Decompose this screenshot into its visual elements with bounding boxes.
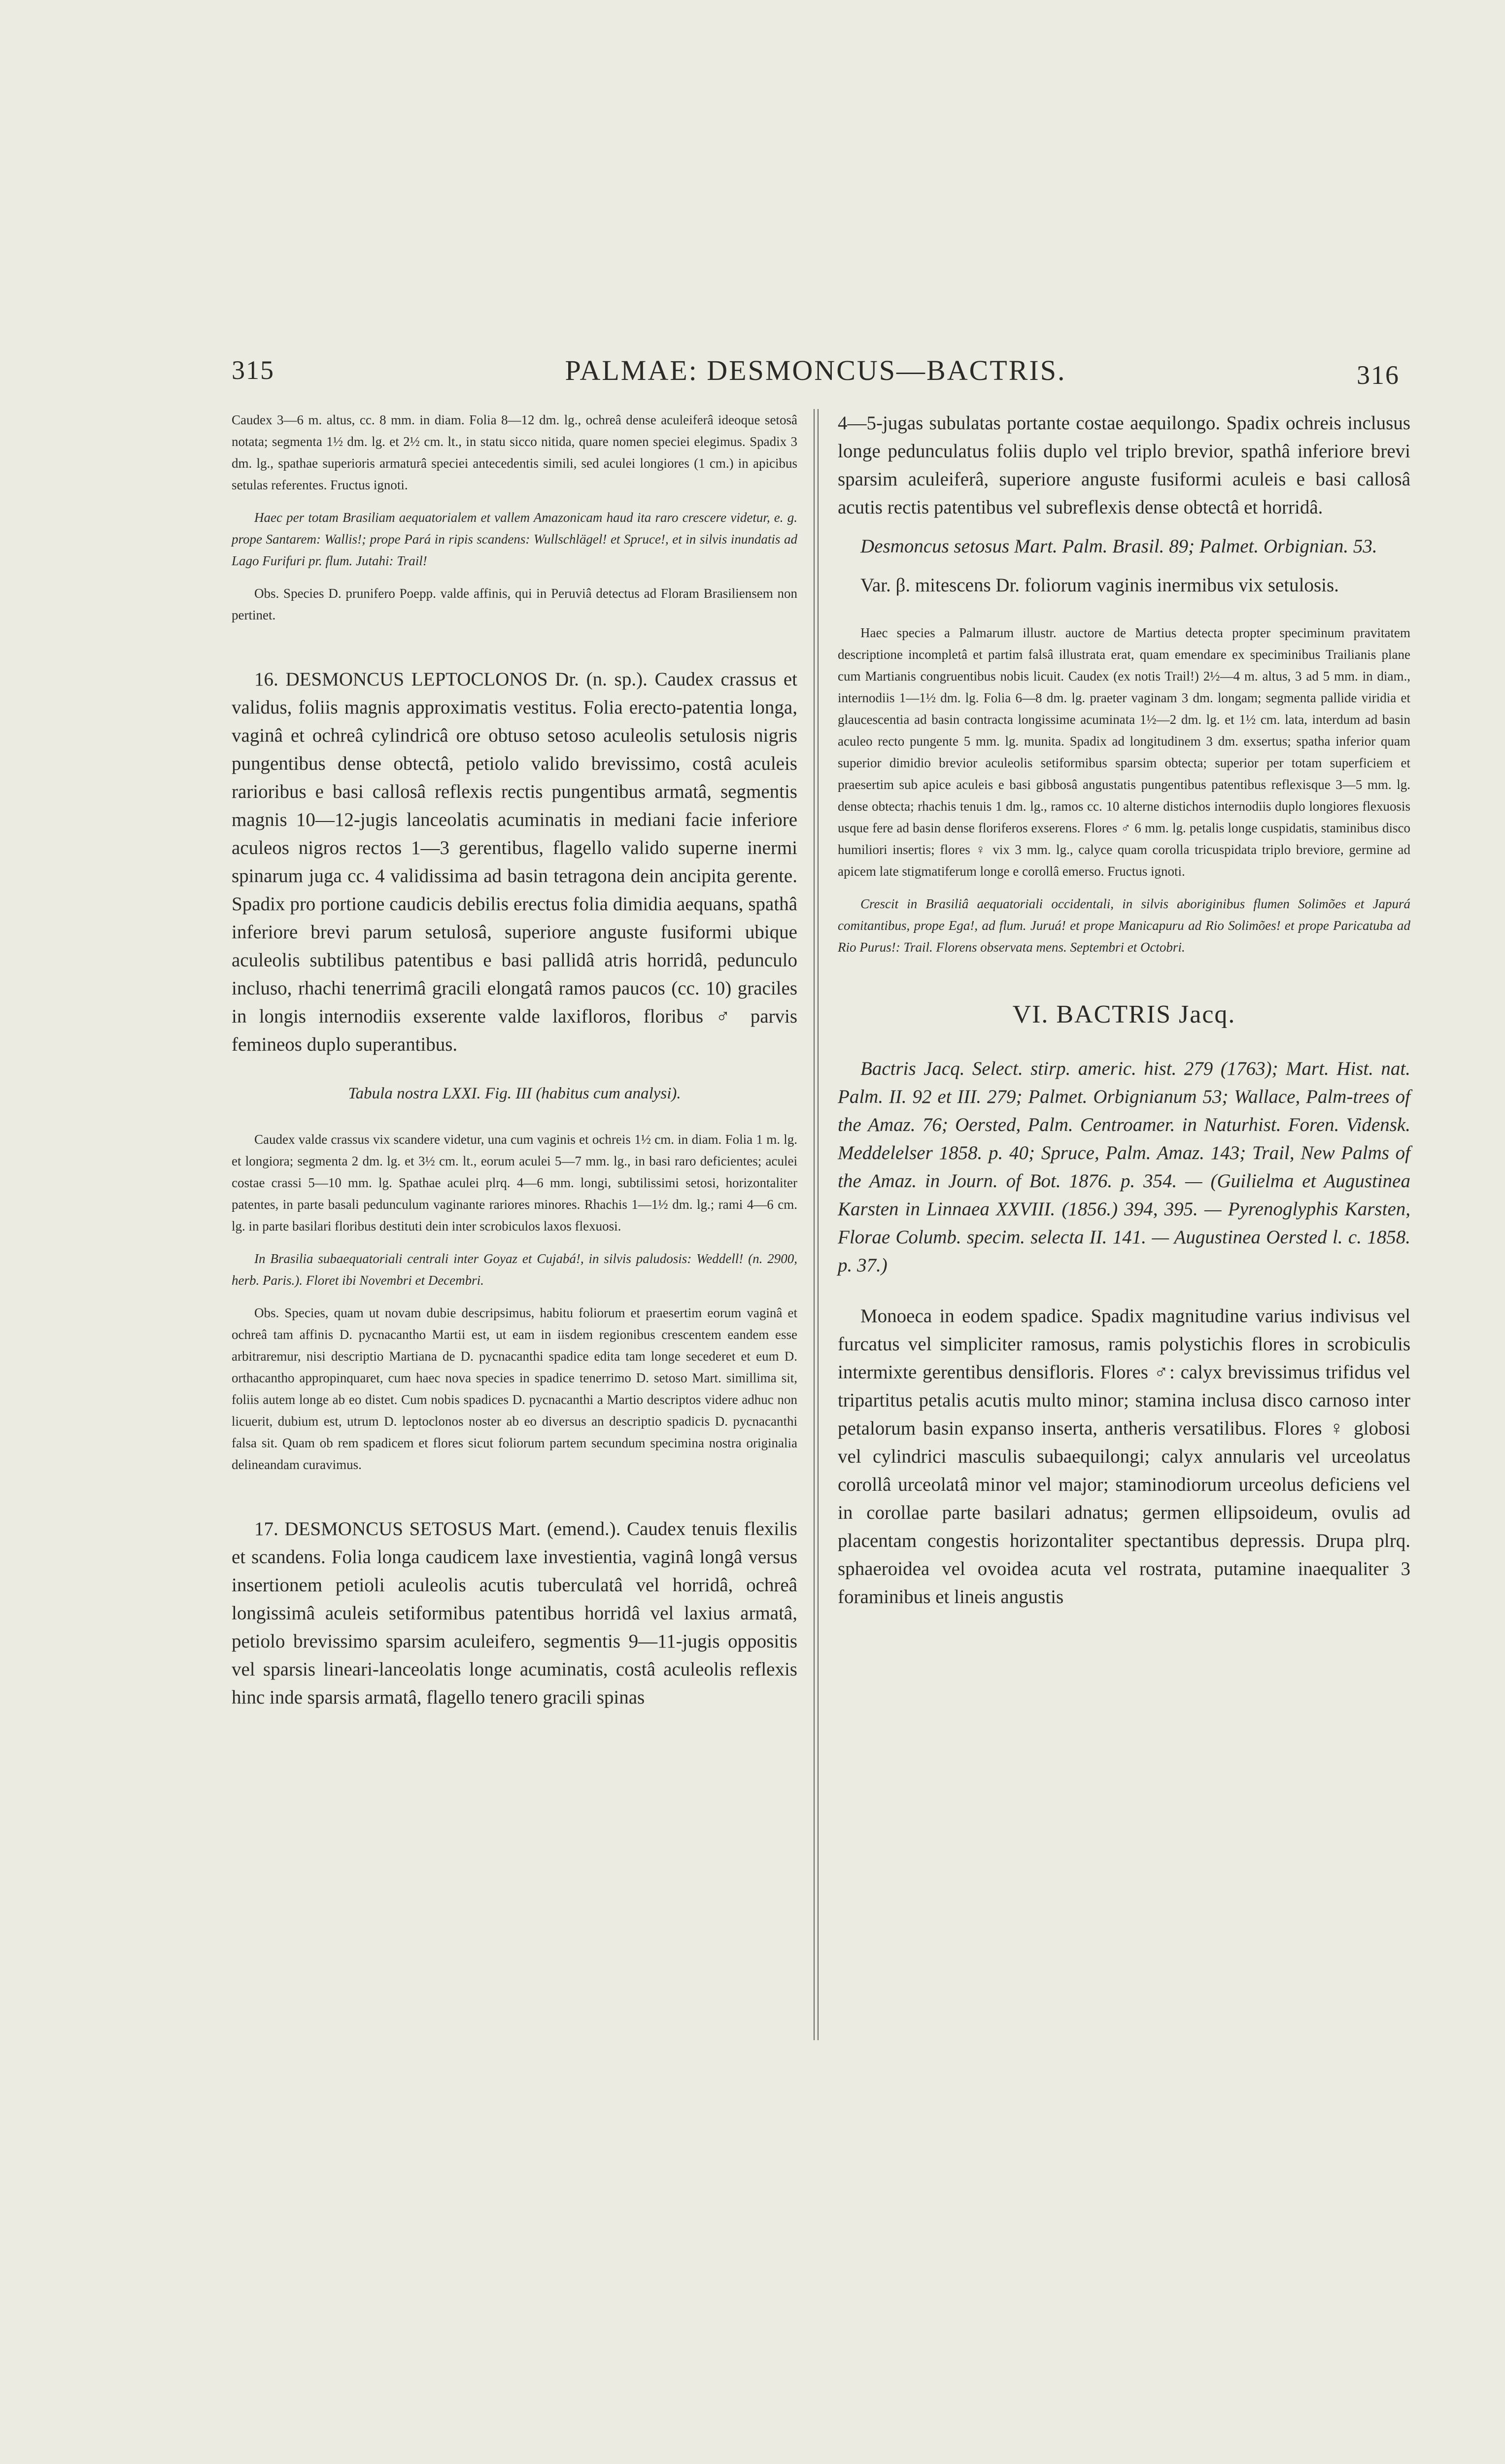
page-number-right: 316 [1357, 360, 1400, 390]
right-column [838, 409, 1410, 1611]
genus-description: Monoeca in eodem spadice. Spadix magnitudine varius indivisus vel furcatus vel simpliciter ramosus, ramis polystichis flores in scrobiculis intermixte gerentibus densifloris. Flores ♂: calyx brevissimus trifidus vel tripartitus petalis acutis multo minor; stamina inclusa disco carnoso inter petalorum basin expanso inserta, antheris versatilibus. Flores ♀ globosi vel cylindrici masculis subaequilongi; calyx annularis vel urceolatus corollâ urceolatâ minor vel major; staminodiorum urceolus deficiens vel in corollae parte basilari adnatus; germen ellipsoideum, ovulis ad placentam congestis horizontaliter spectantibus depressis. Drupa plrq. sphaeroidea vel ovoidea acuta vel rostrata, putamine inaequaliter 3 foraminibus et lineis angustis [838, 1305, 1410, 1608]
species-16-diagnosis: 16. DESMONCUS LEPTOCLONOS Dr. (n. sp.). Caudex crassus et validus, foliis magnis approximatis vestitus. Folia erecto-patentia longa, vaginâ et ochreâ cylindricâ ore obtuso setoso aculeolis setulosis nigris pungentibus dense obtectâ, petiolo valido brevissimo, costâ aculeis rarioribus e basi callosâ reflexis rectis pungentibus armatâ, segmentis magnis 10—12-jugis lanceolatis acuminatis in mediani facie inferiore aculeos nigros rectos 1—3 gerentibus, flagello valido superne inermi spinarum juga cc. 4 validissima ad basin tetragona dein ancipita gerente. Spadix pro portione caudicis debilis erectus folia dimidia aequans, spathâ inferiore brevi parum setulosâ, superiore anguste fusiformi ubique aculeolis subtilibus patentibus e basi pallidâ atris horridâ, pedunculo incluso, rhachi tenerrimâ gracili elongatâ ramos paucos (cc. 10) graciles in longis internodiis exserente valde laxifloros, floribus ♂ parvis femineos duplo superantibus. [232, 669, 797, 1055]
genus-heading: VI. BACTRIS Jacq. [1012, 1000, 1236, 1028]
species-17-diagnosis: 17. DESMONCUS SETOSUS Mart. (emend.). Caudex tenuis flexilis et scandens. Folia longa caudicem laxe investientia, vaginâ longâ versus insertionem petioli aculeolis acutis tuberculatâ vel horridâ, ochreâ longissimâ aculeis setiformibus patentibus horridâ vel laxius armatâ, petiolo brevissimo sparsim aculeifero, segmentis 9—11-jugis oppositis vel sparsis lineari-lanceolatis longe acuminatis, costâ aculeolis reflexis hinc inde sparsis armatâ, flagello tenero gracili spinas [232, 1518, 797, 1708]
species-17-distribution: Crescit in Brasiliâ aequatoriali occidentali, in silvis aboriginibus flumen Solimões et Japurá comitantibus, prope Ega!, ad flum. Juruá! et prope Manicapuru ad Rio Solimões! et prope Paricatuba ad Rio Purus!: Trail. Florens observata mens. Septembri et Octobri. [838, 896, 1410, 955]
species-17-diagnosis-continued: 4—5-jugas subulatas portante costae aequilongo. Spadix ochreis inclusus longe pedunculatus foliis duplo vel triplo brevior, spathâ inferiore brevi sparsim aculeiferâ, superiore anguste fusiformi aculeis e basi callosâ acutis rectis patentibus vel subreflexis dense obtectâ et horridâ. [838, 412, 1410, 518]
species-16-observation: Obs. Species, quam ut novam dubie descripsimus, habitu foliorum et praesertim eorum vaginâ et ochreâ tam affinis D. pycnacantho Martii est, ut eam in iisdem regionibus crescentem eandem esse arbitraremur, nisi descriptio Martiana de D. pycnacanthi spadice edita tam longe secederet et eum D. orthacantho appropinquaret, cum haec nova species in spadice tenerrimo D. setoso Mart. simillima sit, foliis autem longe ab eo distet. Cum nobis spadices D. pycnacanthi a Martio descriptos videre adhuc non licuerit, dubium est, utrum D. leptoclonos noster ab eo diversus an descriptio spadicis D. pycnacanthi falsa sit. Quam ob rem spadicem et flores sicut foliorum partem secundum specimina nostra originalia delineandam curavimus. [232, 1305, 797, 1472]
running-title: PALMAE: DESMONCUS—BACTRIS. [565, 354, 1066, 386]
left-column [232, 409, 797, 1711]
species-16-distribution: In Brasilia subaequatoriali centrali inter Goyaz et Cujabá!, in silvis paludosis: Weddell! (n. 2900, herb. Paris.). Floret ibi Novembri et Decembri. [232, 1251, 797, 1288]
plate-reference: Tabula nostra LXXI. Fig. III (habitus cum analysi). [348, 1085, 681, 1102]
species-17-synonymy: Desmoncus setosus Mart. Palm. Brasil. 89; Palmet. Orbignian. 53. [860, 536, 1377, 557]
species-17-variety: Var. β. mitescens Dr. foliorum vaginis inermibus vix setulosis. [860, 575, 1339, 596]
species-17-description: Haec species a Palmarum illustr. auctore de Martius detecta propter speciminum pravitatem descriptione incompletâ et partim falsâ illustrata erat, quam emendare ex speciminibus Trailianis plane cum Martianis congruentibus nobis licuit. Caudex (ex notis Trail!) 2½—4 m. altus, 3 ad 5 mm. in diam., internodiis 1—1½ dm. lg. Folia 6—8 dm. lg. praeter vaginam 3 dm. longam; segmenta pallide viridia et glaucescentia ad basin contracta longissime acuminata 1½—2 dm. lg. et 1½ cm. lata, interdum ad basin aculeo recto pungente 5 mm. lg. munita. Spadix ad longitudinem 3 dm. exsertus; spatha inferior quam superior dimidio brevior aculeolis setiformibus sparsim obtecta; superior per totam superficiem et praesertim sub apice aculeis e basi gibbosâ angustatis pungentibus patentibus reflexisque 3—5 mm. lg. dense obtecta; rhachis tenuis 1 dm. lg., ramos cc. 10 alterne distichos internodiis duplo longiores flexuosis usque fere ad basin dense floriferos exserens. Flores ♂ 6 mm. lg. petalis longe cuspidatis, staminibus disco humiliori insertis; flores ♀ vix 3 mm. lg., calyce quam corolla tricuspidata triplo breviore, germine ad apicem late stigmatiferum longe e corollâ emerso. Fructus ignoti. [838, 625, 1410, 879]
page-header [227, 345, 1404, 394]
genus-synonymy: Bactris Jacq. Select. stirp. americ. hist. 279 (1763); Mart. Hist. nat. Palm. II. 92 et III. 279; Palmet. Orbignianum 53; Wallace, Palm-trees of the Amaz. 76; Oersted, Palm. Centroamer. in Naturhist. Foren. Vidensk. Meddelelser 1858. p. 40; Spruce, Palm. Amaz. 143; Trail, New Palms of the Amaz. in Journ. of Bot. 1876. p. 354. — (Guilielma et Augustinea Karsten in Linnaea XXVIII. (1856.) 394, 395. — Pyrenoglyphis Karsten, Florae Columb. specim. selecta II. 141. — Augustinea Oersted l. c. 1858. p. 37.) [838, 1058, 1410, 1276]
species-15-description: Caudex 3—6 m. altus, cc. 8 mm. in diam. Folia 8—12 dm. lg., ochreâ dense aculeiferâ ideoque setosâ notata; segmenta 1½ dm. lg. et 2½ cm. lt., in statu sicco nitida, quare nomen speciei elegimus. Spadix 3 dm. lg., spathae superioris armaturâ speciei antecedentis simili, sed aculei longiores (1 cm.) in apicibus setulas referentes. Fructus ignoti. [232, 412, 797, 492]
species-16-description: Caudex valde crassus vix scandere videtur, una cum vaginis et ochreis 1½ cm. in diam. Folia 1 m. lg. et longiora; segmenta 2 dm. lg. et 3½ cm. lt., eorum aculei 5—7 mm. lg., in basi raro deficientes; aculei costae crassi 5—10 mm. lg. Spathae aculei plrq. 4—6 mm. longi, subtilissimi setosi, horizontaliter patentes, in parte basali pedunculum vaginante rariores minores. Rhachis 1—1½ dm. lg.; rami 4—6 cm. lg. in parte basilari floribus destituti dein inter scrobiculos laxos flexuosi. [232, 1132, 797, 1233]
column-divider [814, 409, 819, 2040]
species-15-observation: Obs. Species D. prunifero Poepp. valde affinis, qui in Peruviâ detectus ad Floram Brasiliensem non pertinet. [232, 586, 797, 622]
species-15-distribution: Haec per totam Brasiliam aequatorialem et vallem Amazonicam haud ita raro crescere videtur, e. g. prope Santarem: Wallis!; prope Pará in ripis scandens: Wullschlägel! et Spruce!, et in silvis inundatis ad Lago Furifuri pr. flum. Jutahi: Trail! [232, 510, 797, 568]
page-number-left: 315 [232, 355, 274, 385]
